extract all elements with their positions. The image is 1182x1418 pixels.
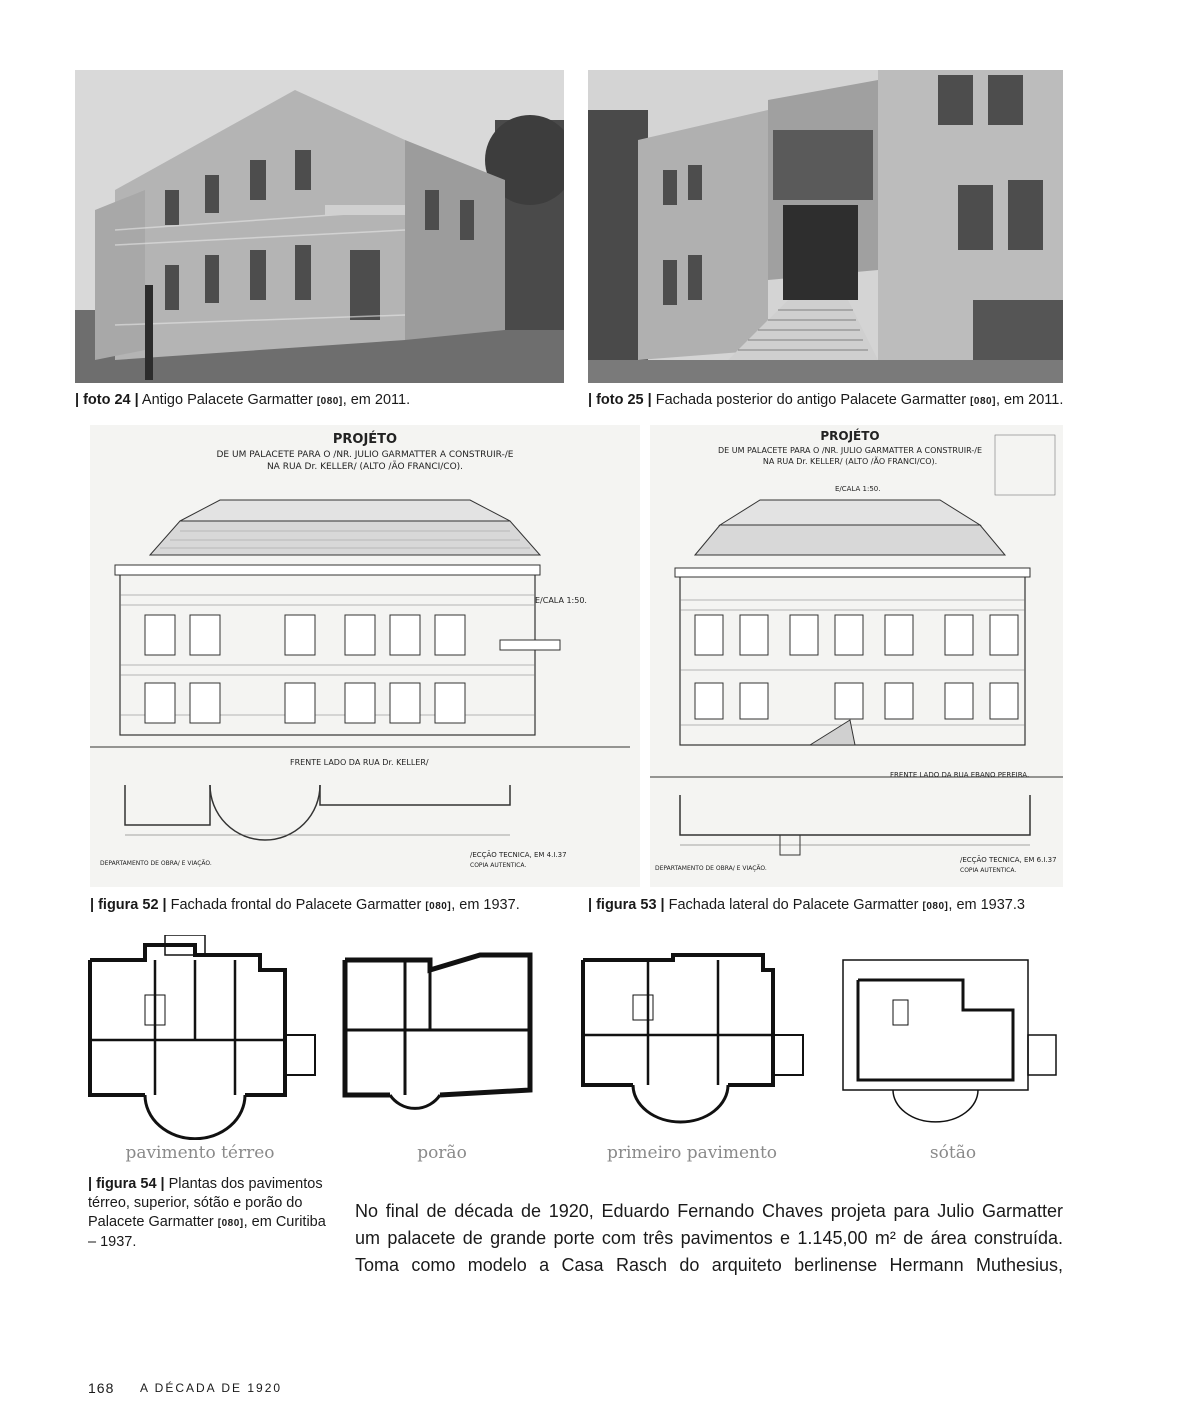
drawing-copy: COPIA AUTENTICA.: [470, 862, 527, 869]
plan-label-primeiro-pavimento: primeiro pavimento: [606, 1143, 778, 1163]
drawing-copy: COPIA AUTENTICA.: [960, 867, 1017, 874]
drawing-title: PROJÉTO: [332, 432, 398, 447]
drawing-title: PROJÉTO: [820, 429, 880, 443]
drawing-subtitle: DE UM PALACETE PARA O /NR. JULIO GARMATTER A CONSTRUIR-/E: [718, 446, 982, 455]
photo-25-caption: | foto 25 | Fachada posterior do antigo Palacete Garmatter [080], em 2011.: [588, 392, 1064, 408]
photo-24: [75, 70, 564, 383]
drawing-dept: DEPARTAMENTO DE OBRA/ E VIAÇÃO.: [100, 860, 212, 867]
plan-pavimento-terreo: [85, 935, 325, 1140]
figure-52-elevation-drawing: [90, 425, 640, 887]
body-line: No final de década de 1920, Eduardo Fernando Chaves projeta para Julio Garmatter: [355, 1201, 1063, 1221]
drawing-front-label: FRENTE LADO DA RUA Dr. KELLER/: [290, 758, 429, 767]
plan-porao: [340, 950, 540, 1140]
plan-primeiro-pavimento: [578, 950, 818, 1140]
drawing-subtitle: NA RUA Dr. KELLER/ (ALTO /ÃO FRANCI/CO).: [762, 457, 938, 466]
body-line: um palacete de grande porte com três pavimentos e 1.145,00 m² de área construída.: [355, 1228, 1063, 1248]
figure-53-caption: | figura 53 | Fachada lateral do Palacete Garmatter [080], em 1937.3: [588, 897, 1025, 913]
plan-label-sotao: sótão: [929, 1143, 977, 1163]
drawing-front-label: FRENTE LADO DA RUA EBANO PEREIRA.: [890, 771, 1030, 779]
photo-25: [588, 70, 1063, 383]
drawing-subtitle: DE UM PALACETE PARA O /NR. JULIO GARMATTER A CONSTRUIR-/E: [216, 450, 514, 460]
plan-sotao: [838, 955, 1063, 1140]
drawing-dept: DEPARTAMENTO DE OBRA/ E VIAÇÃO.: [655, 865, 767, 872]
page-number: 168: [88, 1380, 115, 1396]
figure-54-caption: | figura 54 | Plantas dos pavimentos térreo, superior, sótão e porão do Palacete Garmatter [080], em Curitiba – 1937.: [88, 1176, 326, 1250]
body-paragraph: [355, 1198, 1063, 1279]
running-head: A DÉCADA DE 1920: [140, 1381, 283, 1395]
plan-label-porao: porão: [417, 1143, 467, 1163]
body-line: Toma como modelo a Casa Rasch do arquiteto berlinense Hermann Muthesius,: [355, 1255, 1063, 1275]
plan-label-pavimento-terreo: pavimento térreo: [125, 1143, 275, 1163]
figure-53-elevation-drawing: [650, 425, 1063, 887]
drawing-scale: E/CALA 1:50.: [535, 596, 587, 605]
drawing-section: /ECÇÃO TECNICA, EM 6.I.37: [960, 856, 1057, 864]
photo-24-caption: | foto 24 | Antigo Palacete Garmatter [080], em 2011.: [75, 392, 411, 408]
drawing-subtitle: NA RUA Dr. KELLER/ (ALTO /ÃO FRANCI/CO).: [266, 462, 464, 472]
drawing-scale: E/CALA 1:50.: [835, 485, 881, 493]
drawing-section: /ECÇÃO TECNICA, EM 4.I.37: [470, 851, 567, 859]
figure-52-caption: | figura 52 | Fachada frontal do Palacete Garmatter [080], em 1937.: [90, 897, 520, 913]
